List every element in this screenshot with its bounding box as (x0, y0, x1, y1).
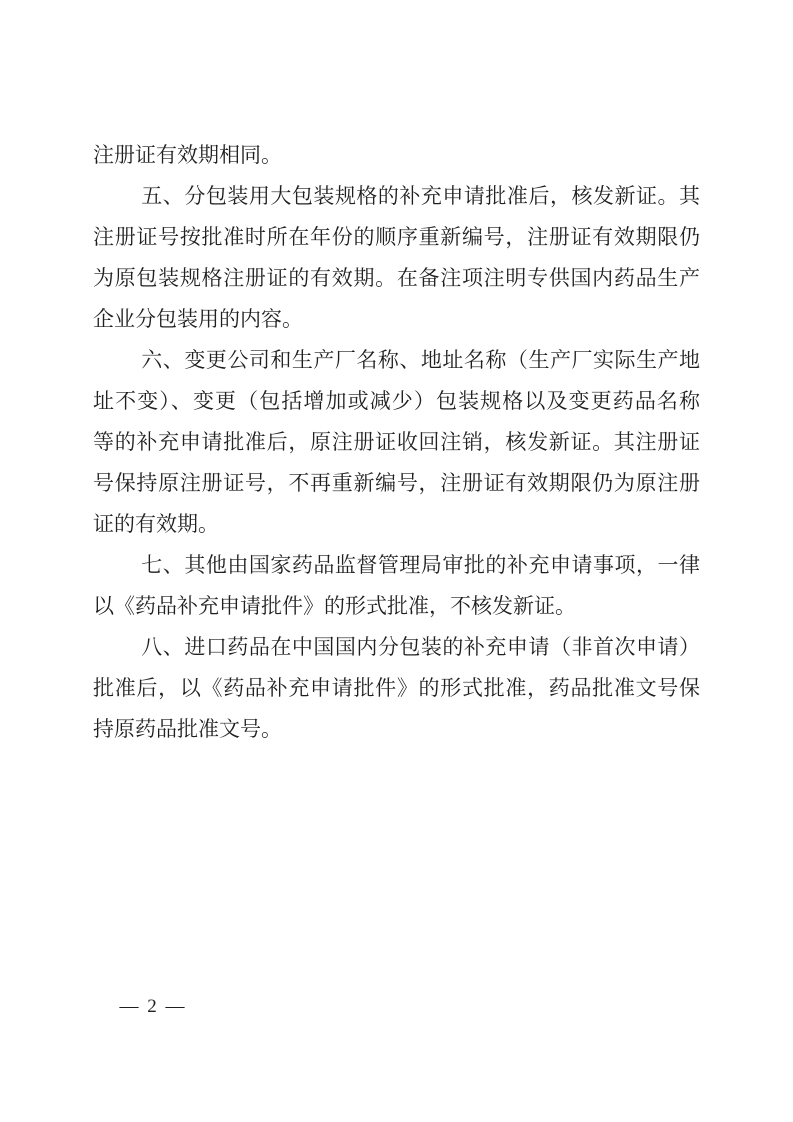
paragraph-item-6 (93, 340, 700, 545)
paragraph-continuation (93, 135, 700, 176)
text-line: 注册证有效期相同。 (93, 143, 282, 167)
paragraph-item-7 (93, 545, 700, 627)
text-line: 址不变）、变更（包括增加或减少）包装规格以及变更药品名称 (93, 389, 700, 413)
text-line: 八、进口药品在中国国内分包装的补充申请（非首次申请） (141, 635, 700, 659)
text-line: 七、其他由国家药品监督管理局审批的补充申请事项，一律 (141, 553, 700, 577)
text-line: 持原药品批准文号。 (93, 717, 282, 741)
text-line: 为原包装规格注册证的有效期。在备注项注明专供国内药品生产 (93, 266, 700, 290)
text-line: 注册证号按批准时所在年份的顺序重新编号，注册证有效期限仍 (93, 225, 700, 249)
body-text (93, 135, 700, 750)
text-line: 企业分包装用的内容。 (93, 307, 303, 331)
text-line: 等的补充申请批准后，原注册证收回注销，核发新证。其注册证 (93, 430, 700, 454)
text-line: 批准后，以《药品补充申请批件》的形式批准，药品批准文号保 (93, 676, 700, 700)
text-line: 六、变更公司和生产厂名称、地址名称（生产厂实际生产地 (141, 348, 700, 372)
text-line: 五、分包装用大包装规格的补充申请批准后，核发新证。其 (141, 184, 700, 208)
paragraph-item-8 (93, 627, 700, 750)
page-number: — 2 — (119, 996, 187, 1017)
text-line: 号保持原注册证号，不再重新编号，注册证有效期限仍为原注册 (93, 471, 700, 495)
text-line: 以《药品补充申请批件》的形式批准，不核发新证。 (93, 594, 576, 618)
paragraph-item-5 (93, 176, 700, 340)
text-line: 证的有效期。 (93, 512, 219, 536)
